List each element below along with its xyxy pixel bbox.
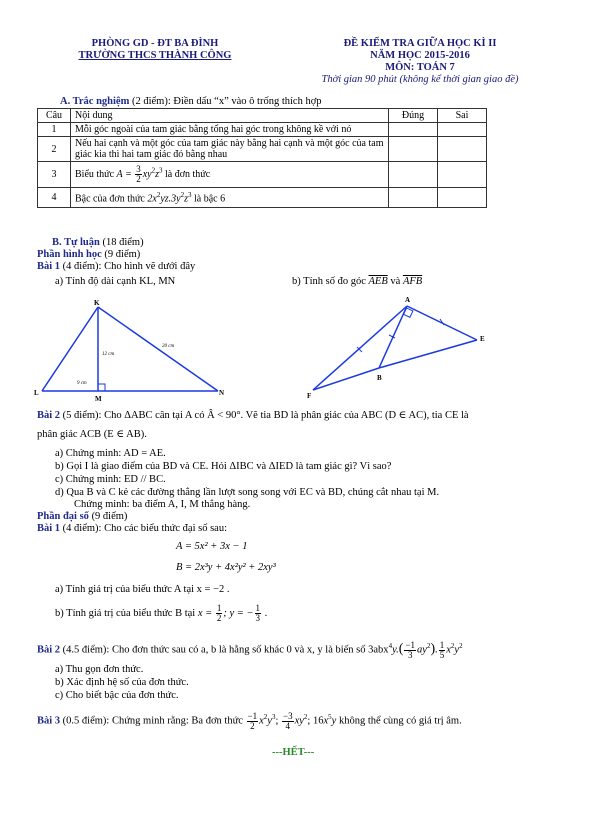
alg1-b-x: x = (197, 608, 215, 619)
exam-title: ĐỀ KIỂM TRA GIỮA HỌC KÌ II (343, 38, 497, 49)
row-text: Bậc của đơn thức (75, 193, 148, 205)
col-true: Đúng (389, 109, 438, 123)
true-cell[interactable] (389, 162, 438, 188)
expr: yz.3y (160, 193, 181, 205)
row-number: 3 (38, 162, 71, 188)
bai2-d2: Chứng minh: ba điểm A, I, M thẳng hàng. (74, 499, 251, 510)
part-a-detail: (2 điểm): Điền dấu “x” vào ô trống thích hợp (129, 96, 322, 107)
table-row (38, 123, 487, 137)
label-b: B (377, 374, 382, 382)
bai2-c: c) Chứng minh: ED // BC. (55, 474, 166, 485)
row-number: 4 (38, 188, 71, 208)
alg2-a: a) Thu gọn đơn thức. (55, 664, 144, 675)
alg3-label: Bài 3 (37, 715, 61, 727)
expr: xy (142, 168, 152, 180)
alg1-b: b) Tính giá trị của biểu thức B tại x = $\frac{1}{2}$ ; y = − $\frac{1}{3}$ . (55, 603, 268, 624)
geometry-heading (37, 249, 140, 261)
row-content: Mỗi góc ngoài của tam giác bằng tổng hai góc trong không kề với nó (71, 123, 389, 137)
figure-triangle-aebf (305, 292, 495, 402)
label-e: E (480, 335, 485, 343)
false-cell[interactable] (438, 123, 487, 137)
row-number: 2 (38, 137, 71, 162)
part-b-title: B. Tự luận (52, 237, 100, 248)
bai2-a: a) Chứng minh: AD = AE. (55, 448, 166, 459)
denominator: 2 (136, 174, 141, 184)
table-row (38, 162, 487, 188)
algebra-title: Phần đại số (37, 511, 89, 522)
bai2-d: d) Qua B và C kẻ các đường thẳng lần lượt song song với EC và BD, chúng cắt nhau tại M. (55, 487, 440, 498)
length-9: 9 cm (77, 381, 87, 386)
label-l: L (34, 389, 39, 397)
bai2-label: Bài 2 (37, 410, 61, 421)
bai1-b-text: b) Tính số đo góc (292, 276, 369, 287)
bai1-heading (37, 261, 195, 273)
angle-afb: $\overline{AFB}$ (402, 276, 423, 287)
bai1-text: (4 điểm): Cho hình vẽ dưới đây (60, 261, 196, 272)
row-content: Biểu thức A = $\frac{3}{2}$ $xy^2z^3$ là đơn thức (71, 162, 389, 188)
duration: Thời gian 90 phút (không kể thời gian giao đề) (321, 74, 519, 85)
denominator: 3 (255, 613, 261, 624)
true-false-table (37, 108, 487, 208)
school-name: TRƯỜNG THCS THÀNH CÔNG (78, 50, 232, 61)
alg1-heading (37, 523, 227, 535)
header-left (60, 38, 250, 62)
header-right (290, 38, 550, 86)
bai1-b (292, 276, 422, 288)
algebra-points: (9 điểm) (88, 511, 128, 522)
alg2-c: c) Cho biết bậc của đơn thức. (55, 690, 179, 701)
row-text: là bậc 6 (191, 193, 226, 205)
geometry-points: (9 điểm) (101, 249, 141, 260)
equation-a: A = 5x² + 3x − 1 (176, 541, 248, 552)
table-row (38, 188, 487, 208)
col-question: Câu (38, 109, 71, 123)
alg1-b-text: b) Tính giá trị của biểu thức B tại (55, 608, 198, 619)
bai1-label: Bài 1 (37, 261, 61, 272)
length-12: 12 cm (102, 352, 115, 357)
table-header-row (38, 109, 487, 123)
alg3-heading: Bài 3 (0.5 điểm): Chứng minh rằng: Ba đơn thức $\frac{-1}{2}$ $x^2y^3$; $\frac{-3}{4}$ $xy^2$; $16x^5y$ không thể cùng có giá trị âm. (37, 710, 462, 731)
part-a-title: A. Trắc nghiệm (60, 96, 130, 107)
label-a: A (405, 296, 411, 304)
true-cell[interactable] (389, 137, 438, 162)
part-b-heading (52, 237, 144, 249)
true-cell[interactable] (389, 188, 438, 208)
label-f: F (307, 392, 312, 400)
false-cell[interactable] (438, 137, 487, 162)
fraction-third (255, 604, 262, 623)
geometry-title: Phần hình học (37, 249, 102, 260)
fraction-half (216, 604, 223, 623)
row-text: Biểu thức (75, 168, 117, 180)
alg1-label: Bài 1 (37, 523, 61, 534)
expr: 2x (147, 193, 157, 205)
alg2-label: Bài 2 (37, 644, 61, 656)
bai2-text1: (5 điểm): Cho ΔABC cân tại A có Â < 90°. Vẽ tia BD là phân giác của ABC (D ∈ AC), tia CE là (60, 410, 469, 421)
alg1-text: (4 điểm): Cho các biểu thức đại số sau: (60, 523, 227, 534)
label-k: K (94, 299, 100, 307)
alg2-heading: Bài 2 (4.5 điểm): Cho đơn thức sau có a, b là hằng số khác 0 và x, y là biến số 3abx$^4$y.( $\frac{-1}{3}$ $ay^2$). $\frac{1}{5}$ $x^2y^2$ (37, 639, 463, 660)
denominator: 2 (216, 613, 222, 624)
department-name: PHÒNG GD - ĐT BA ĐÌNH (91, 38, 219, 49)
algebra-heading (37, 511, 127, 523)
equation-b: B = 2x³y + 4x²y² + 2xy³ (176, 562, 276, 573)
school-year: NĂM HỌC 2015-2016 (370, 50, 470, 61)
label-m: M (95, 395, 102, 403)
alg2-text: (4.5 điểm): Cho đơn thức sau có a, b là hằng số khác 0 và x, y là biến số 3abx (60, 644, 389, 656)
expr: A = (116, 168, 135, 180)
alg1-a: a) Tính giá trị của biểu thức A tại x = −2 . (55, 584, 230, 595)
end-marker: ---HẾT--- (272, 747, 315, 758)
numerator: 1 (255, 603, 261, 614)
label-n: N (219, 389, 225, 397)
col-false: Sai (438, 109, 487, 123)
numerator: 3 (136, 164, 141, 174)
bai1-a: a) Tính độ dài cạnh KL, MN (55, 276, 176, 287)
part-b-detail: (18 điểm) (99, 237, 144, 248)
false-cell[interactable] (438, 162, 487, 188)
table-row (38, 137, 487, 162)
col-content: Nội dung (71, 109, 389, 123)
bai1-b-and: và (387, 276, 403, 287)
alg2-b: b) Xác định hệ số của đơn thức. (55, 677, 189, 688)
row-number: 1 (38, 123, 71, 137)
length-20: 20 cm (162, 344, 175, 349)
subject: MÔN: TOÁN 7 (385, 62, 455, 73)
false-cell[interactable] (438, 188, 487, 208)
alg1-b-y: ; y = − (223, 608, 254, 619)
bai2-b: b) Gọi I là giao điểm của BD và CE. Hỏi ΔIBC và ΔIED là tam giác gì? Vì sao? (55, 461, 392, 472)
alg3-text: (0.5 điểm): Chứng minh rằng: Ba đơn thức (60, 715, 246, 727)
expr: z (184, 193, 188, 205)
angle-aeb: $\overline{AEB}$ (368, 276, 388, 287)
bai2-text2: phân giác ACB (E ∈ AB). (37, 429, 147, 440)
fraction (135, 165, 142, 184)
row-content: Nếu hai cạnh và một góc của tam giác này bằng hai cạnh và một góc của tam giác kia thì hai tam giác đó bằng nhau (71, 137, 389, 162)
numerator: 1 (216, 603, 222, 614)
part-a-heading (60, 96, 322, 108)
figure-triangle-klmn (30, 295, 240, 405)
row-text: là đơn thức (162, 168, 211, 180)
row-content: Bậc của đơn thức $2x^2yz.3y^2z^3$ là bậc 6 (71, 188, 389, 208)
true-cell[interactable] (389, 123, 438, 137)
bai2-heading (37, 410, 469, 422)
alg3-text-post: không thể cùng có giá trị âm. (336, 715, 462, 727)
